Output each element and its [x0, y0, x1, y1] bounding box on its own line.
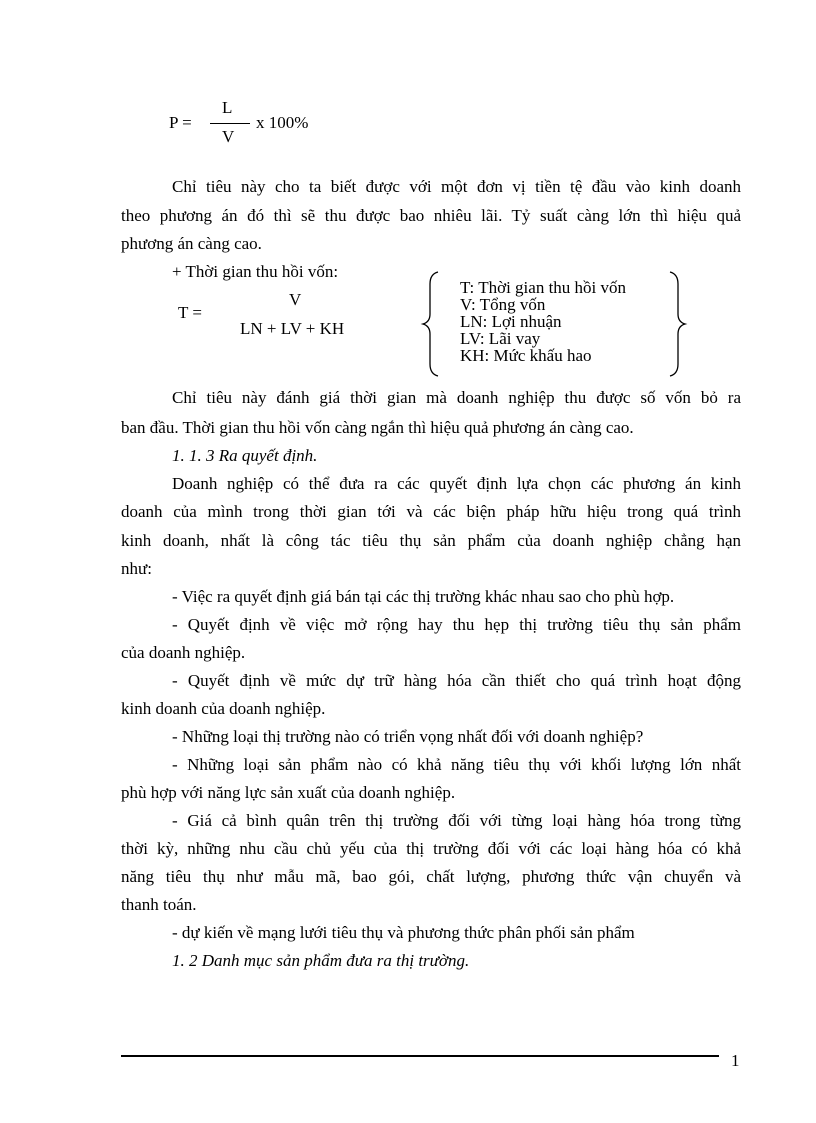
bullet-6-line-1: - Giá cả bình quân trên thị trường đối với từng loại hàng hóa trong từng	[172, 811, 741, 830]
bullet-2-line-1: - Quyết định về việc mở rộng hay thu hẹp thị trường tiêu thụ sản phẩm	[172, 615, 741, 634]
legend-item-kh: KH: Mức khấu hao	[460, 346, 592, 365]
legend-item-t: T: Thời gian thu hồi vốn	[460, 278, 627, 297]
formula-p-fraction-bar	[210, 123, 250, 124]
payback-heading: + Thời gian thu hồi vốn:	[172, 262, 339, 281]
formula-p-denominator: V	[222, 127, 235, 146]
para1-line-2: theo phương án đó thì sẽ thu được bao nhiêu lãi. Tỷ suất càng lớn thì hiệu quả	[121, 206, 741, 225]
para2-line-2: ban đầu. Thời gian thu hồi vốn càng ngắn thì hiệu quả phương án càng cao.	[121, 418, 634, 437]
bullet-3-line-1: - Quyết định về mức dự trữ hàng hóa cần thiết cho quá trình hoạt động	[172, 671, 741, 690]
bullet-1-line-1: - Việc ra quyết định giá bán tại các thị trường khác nhau sao cho phù hợp.	[172, 587, 675, 606]
bullet-4-line-1: - Những loại thị trường nào có triển vọng nhất đối với doanh nghiệp?	[172, 727, 644, 746]
legend-item-lv: LV: Lãi vay	[460, 329, 541, 348]
bullet-6-line-4: thanh toán.	[121, 895, 197, 914]
legend-item-v: V: Tổng vốn	[460, 295, 546, 314]
section-heading-113: 1. 1. 3 Ra quyết định.	[172, 446, 318, 465]
bullet-3-line-2: kinh doanh của doanh nghiệp.	[121, 699, 326, 718]
formula-t-denominator: LN + LV + KH	[240, 319, 345, 338]
formula-t-lhs: T =	[178, 303, 202, 322]
para1-line-1: Chỉ tiêu này cho ta biết được với một đơn vị tiền tệ đầu vào kinh doanh	[172, 177, 741, 196]
para3-line-4: như:	[121, 559, 152, 578]
bullet-7-line-1: - dự kiến về mạng lưới tiêu thụ và phương thức phân phối sản phẩm	[172, 923, 635, 942]
bullet-5-line-2: phù hợp với năng lực sản xuất của doanh nghiệp.	[121, 783, 456, 802]
para2-line-1: Chỉ tiêu này đánh giá thời gian mà doanh nghiệp thu được số vốn bỏ ra	[172, 388, 741, 407]
bullet-2-line-2: của doanh nghiệp.	[121, 643, 246, 662]
para3-line-3: kinh doanh, nhất là công tác tiêu thụ sản phẩm của doanh nghiệp chẳng hạn	[121, 531, 741, 550]
legend-right-brace	[664, 270, 688, 378]
footer-rule	[121, 1055, 719, 1057]
para3-line-2: doanh của mình trong thời gian tới và các biện pháp hữu hiệu trong quá trình	[121, 502, 741, 521]
section-heading-12: 1. 2 Danh mục sản phẩm đưa ra thị trường.	[172, 951, 470, 970]
para3-line-1: Doanh nghiệp có thể đưa ra các quyết định lựa chọn các phương án kinh	[172, 474, 741, 493]
para1-line-3: phương án càng cao.	[121, 234, 262, 253]
formula-p-numerator: L	[222, 98, 233, 117]
bullet-5-line-1: - Những loại sản phẩm nào có khả năng tiêu thụ với khối lượng lớn nhất	[172, 755, 741, 774]
formula-p-lhs: P =	[169, 113, 192, 132]
formula-t-numerator: V	[289, 290, 302, 309]
legend-item-ln: LN: Lợi nhuận	[460, 312, 562, 331]
formula-p-multiplier: x 100%	[256, 113, 309, 132]
legend-left-brace	[420, 270, 444, 378]
page-number: 1	[731, 1051, 740, 1070]
bullet-6-line-3: năng tiêu thụ như mẫu mã, bao gói, chất lượng, phương thức vận chuyển và	[121, 867, 741, 886]
bullet-6-line-2: thời kỳ, những nhu cầu chủ yếu của thị trường đối với các loại hàng hóa có khả	[121, 839, 741, 858]
